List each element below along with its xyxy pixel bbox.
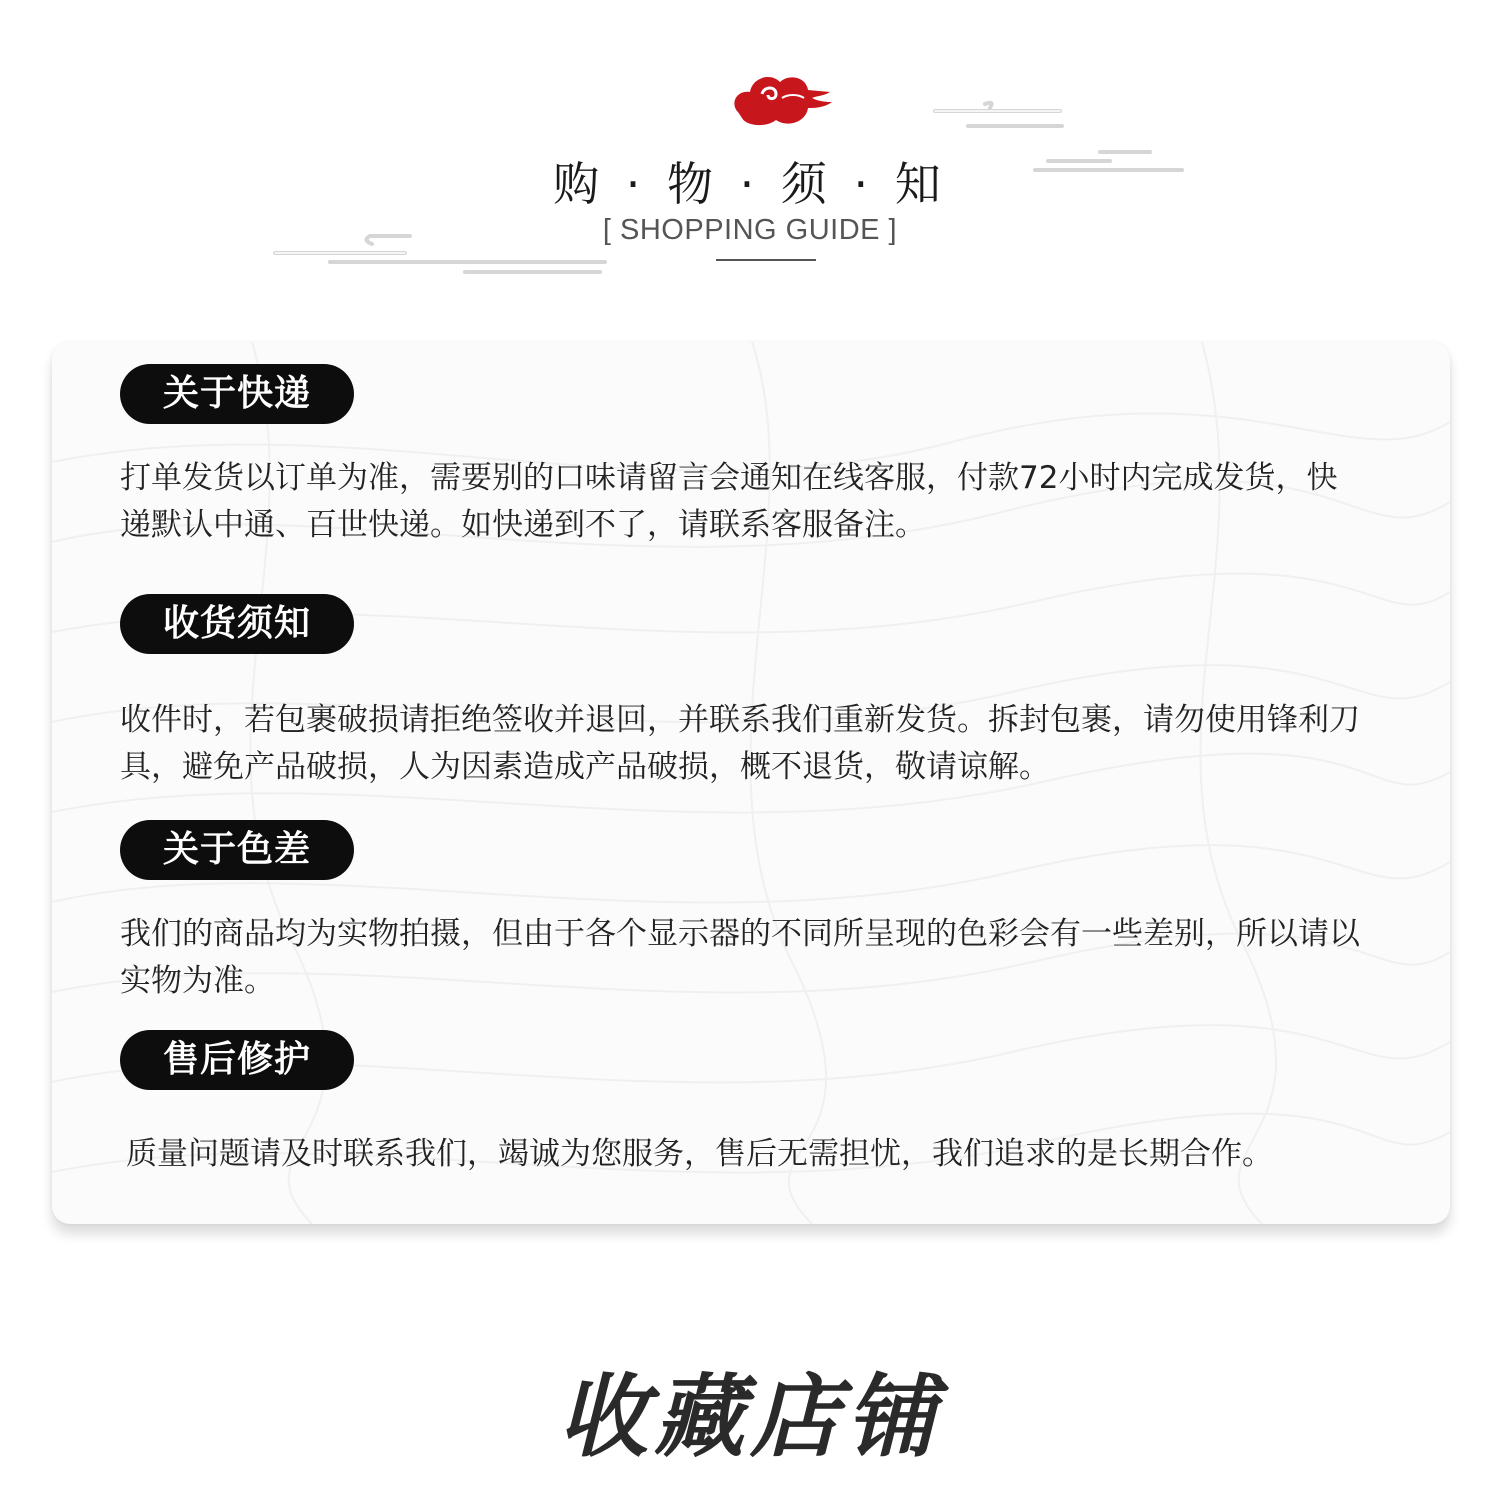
- page-title: 购 · 物 · 须 · 知: [553, 157, 947, 211]
- page-subtitle: [ SHOPPING GUIDE ]: [602, 214, 898, 246]
- subtitle-underline: [716, 259, 816, 261]
- section-heading-aftersales: 售后修护: [120, 1030, 354, 1090]
- section-body-express: 打单发货以订单为准，需要别的口味请留言会通知在线客服，付款72小时内完成发货，快递默认中通、百世快递。如快递到不了，请联系客服备注。: [120, 460, 1338, 543]
- section-heading-color: 关于色差: [120, 820, 354, 880]
- red-cloud-icon: [728, 68, 838, 134]
- section-body-aftersales: 质量问题请及时联系我们，竭诚为您服务，售后无需担忧，我们追求的是长期合作。: [126, 1136, 1273, 1172]
- section-body-color: 我们的商品均为实物拍摄，但由于各个显示器的不同所呈现的色彩会有一些差别，所以请以实物为准。: [120, 916, 1360, 999]
- favorite-shop-link[interactable]: 收藏店铺: [558, 1364, 942, 1470]
- section-heading-express: 关于快递: [120, 364, 354, 424]
- section-heading-receiving: 收货须知: [120, 594, 354, 654]
- section-body-receiving: 收件时，若包裹破损请拒绝签收并退回，并联系我们重新发货。拆封包裹，请勿使用锋利刀具，避免产品破损，人为因素造成产品破损，概不退货，敬请谅解。: [120, 702, 1360, 785]
- guide-card: [52, 342, 1450, 1224]
